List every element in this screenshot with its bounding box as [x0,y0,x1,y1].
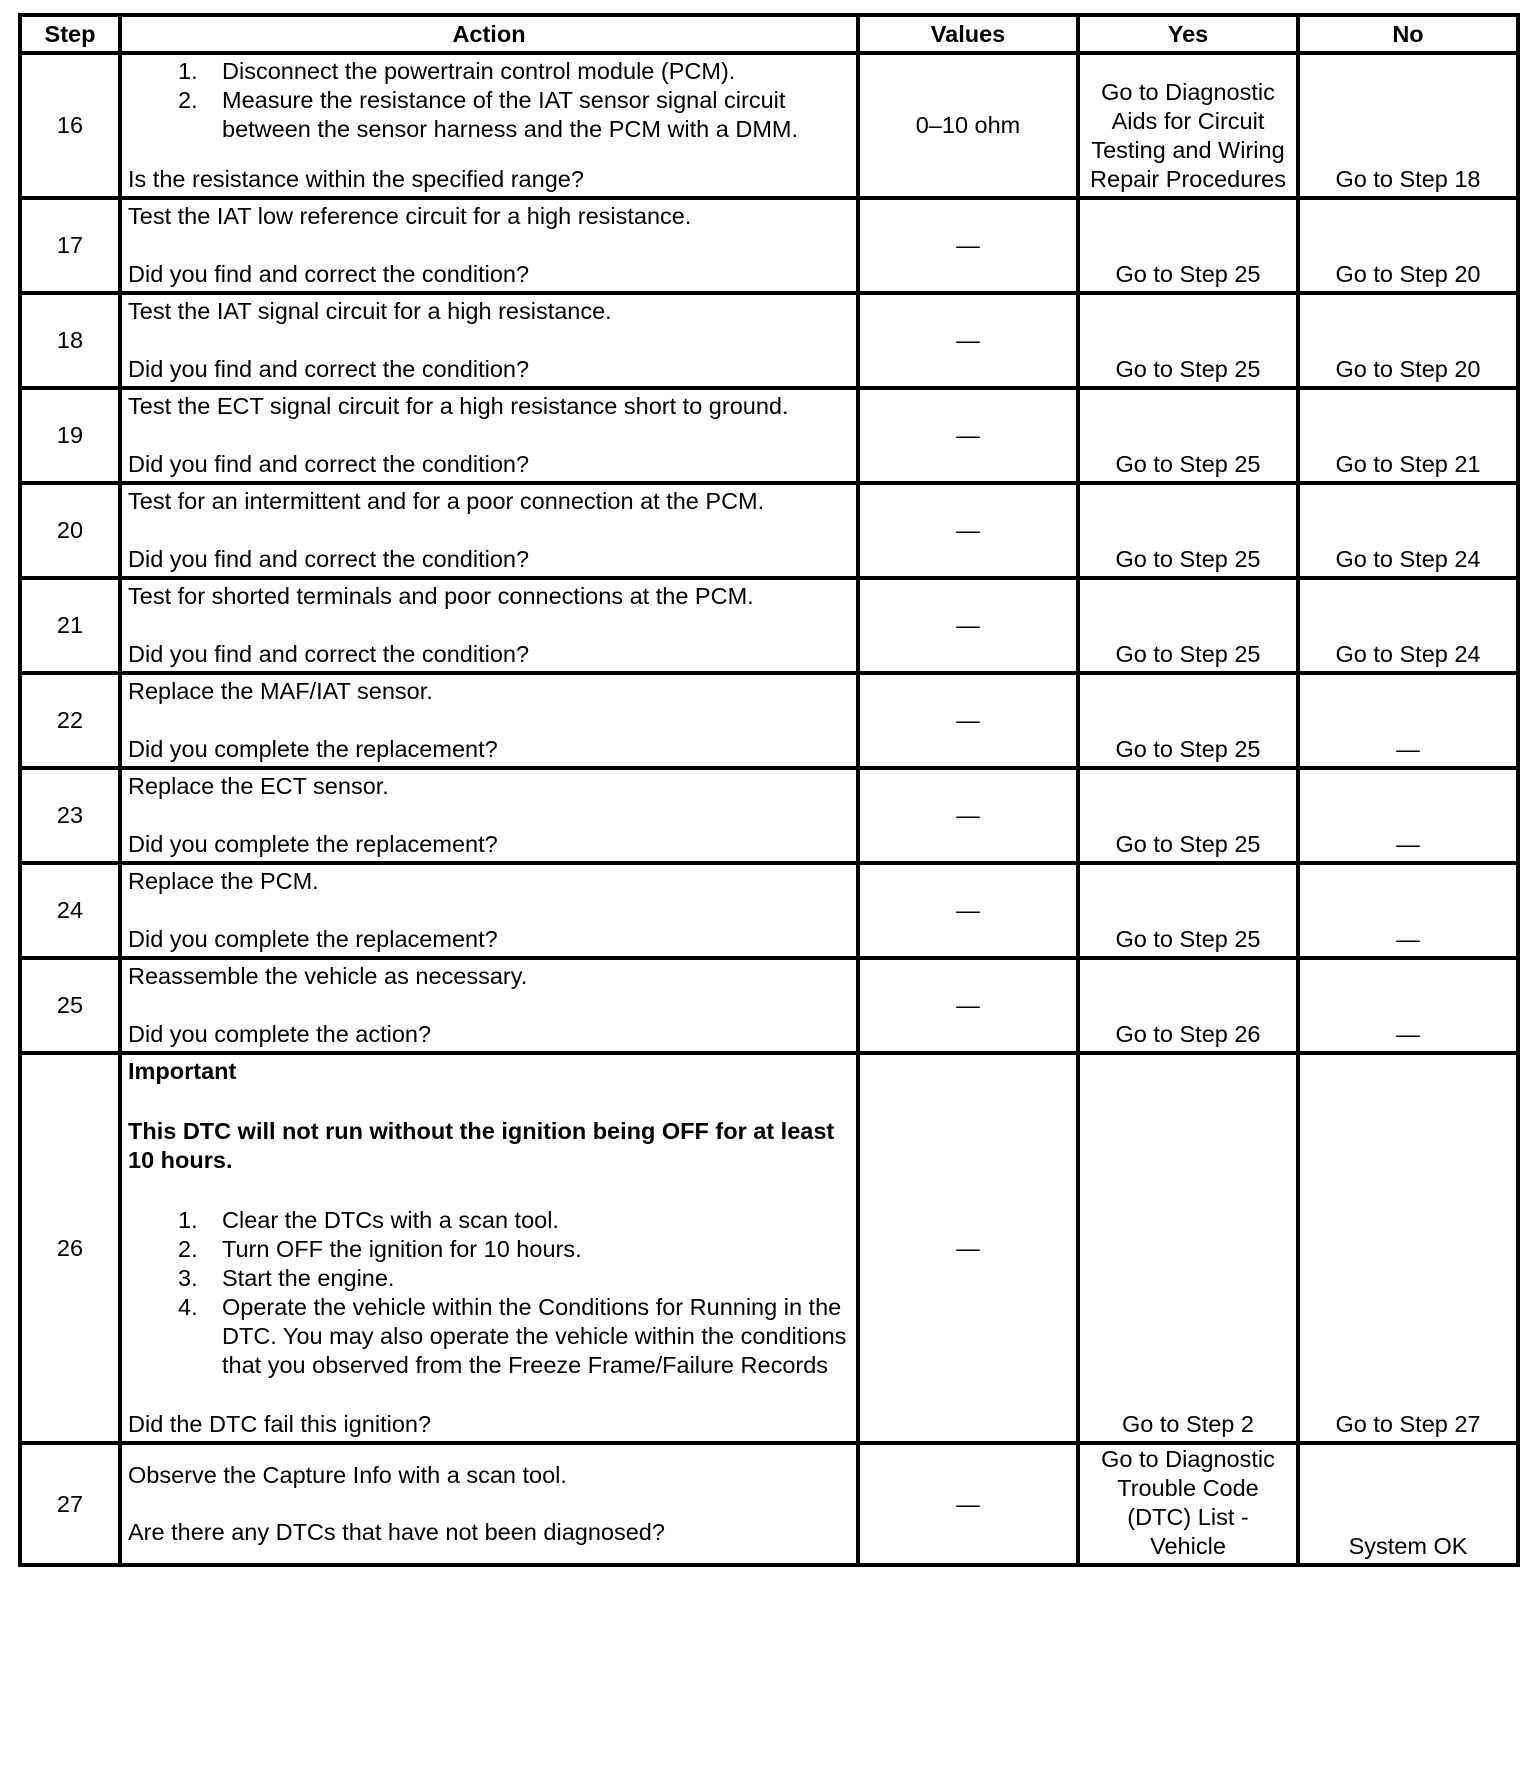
no-cell: — [1298,863,1518,958]
action-text: Test for shorted terminals and poor connections at the PCM. [128,583,754,609]
step-number: 20 [20,483,120,578]
no-cell[interactable]: Go to Step 20 [1298,198,1518,293]
action-cell [120,673,858,768]
table-row [20,958,1518,1053]
action-question: Did you complete the action? [128,1021,432,1047]
yes-cell [1078,1443,1298,1565]
no-cell[interactable]: Go to Step 24 [1298,578,1518,673]
values-cell: — [858,198,1078,293]
action-cell [120,388,858,483]
action-text: Test the IAT low reference circuit for a high resistance. [128,203,692,229]
yes-link[interactable]: Go to Diagnostic Aids for Circuit Testing and Wiring Repair Procedures [1090,79,1286,192]
step-number: 24 [20,863,120,958]
yes-cell[interactable]: Go to Step 25 [1078,388,1298,483]
yes-cell[interactable]: Go to Step 25 [1078,293,1298,388]
action-step: 1. Disconnect the powertrain control module (PCM). [178,58,736,84]
step-number: 23 [20,768,120,863]
no-cell: — [1298,768,1518,863]
action-step: 4. Operate the vehicle within the Conditions for Running in the DTC. You may also operate the vehicle within the conditions that you observed from the Freeze Frame/Failure Records [178,1294,847,1378]
yes-cell[interactable]: Go to Step 25 [1078,673,1298,768]
action-step: 1. Clear the DTCs with a scan tool. [178,1207,559,1233]
yes-link[interactable]: Go to Diagnostic Trouble Code (DTC) List - Vehicle [1101,1446,1275,1559]
action-question: Did you find and correct the condition? [128,546,530,572]
header-step: Step [20,15,120,53]
step-number: 25 [20,958,120,1053]
action-text: Replace the ECT sensor. [128,773,389,799]
action-step: 3. Start the engine. [178,1265,395,1291]
no-cell[interactable]: Go to Step 27 [1298,1053,1518,1443]
values-cell: — [858,388,1078,483]
action-cell [120,1053,858,1443]
step-number: 22 [20,673,120,768]
diagnostic-table [18,13,1520,1567]
step-number: 18 [20,293,120,388]
yes-cell[interactable]: Go to Step 2 [1078,1053,1298,1443]
action-question: Are there any DTCs that have not been diagnosed? [128,1519,665,1545]
values-cell: — [858,1443,1078,1565]
values-cell: — [858,768,1078,863]
action-question: Did you complete the replacement? [128,926,498,952]
table-row [20,673,1518,768]
values-cell: — [858,293,1078,388]
action-cell [120,293,858,388]
action-question: Did you find and correct the condition? [128,641,530,667]
header-values: Values [858,15,1078,53]
action-step: 2. Measure the resistance of the IAT sensor signal circuit between the sensor harness and the PCM with a DMM. [178,87,799,142]
action-text: Observe the Capture Info with a scan tool. [128,1462,567,1488]
no-cell[interactable]: Go to Step 21 [1298,388,1518,483]
table-row [20,483,1518,578]
table-row [20,388,1518,483]
action-cell [120,483,858,578]
header-no: No [1298,15,1518,53]
no-cell[interactable]: Go to Step 20 [1298,293,1518,388]
no-cell: — [1298,673,1518,768]
no-cell[interactable]: Go to Step 18 [1298,53,1518,198]
table-row [20,53,1518,198]
table-row [20,1053,1518,1443]
table-row [20,198,1518,293]
step-number: 26 [20,1053,120,1443]
action-cell [120,768,858,863]
header-yes: Yes [1078,15,1298,53]
action-question: Did you complete the replacement? [128,831,498,857]
header-row [20,15,1518,53]
action-question: Did you find and correct the condition? [128,356,530,382]
action-question: Did you find and correct the condition? [128,451,530,477]
table-row [20,768,1518,863]
yes-cell [1078,53,1298,198]
yes-cell[interactable]: Go to Step 25 [1078,198,1298,293]
step-number: 27 [20,1443,120,1565]
action-cell [120,53,858,198]
values-cell: — [858,958,1078,1053]
values-cell: — [858,578,1078,673]
no-cell[interactable]: Go to Step 24 [1298,483,1518,578]
action-question: Did you find and correct the condition? [128,261,530,287]
action-step: 2. Turn OFF the ignition for 10 hours. [178,1236,582,1262]
values-cell: — [858,483,1078,578]
yes-cell[interactable]: Go to Step 25 [1078,768,1298,863]
action-cell [120,958,858,1053]
yes-cell[interactable]: Go to Step 25 [1078,483,1298,578]
no-cell: System OK [1298,1443,1518,1565]
action-cell [120,1443,858,1565]
table-row [20,1443,1518,1565]
no-cell: — [1298,958,1518,1053]
action-question: Is the resistance within the specified range? [128,166,584,192]
action-text: Replace the MAF/IAT sensor. [128,678,433,704]
action-question: Did you complete the replacement? [128,736,498,762]
header-action: Action [120,15,858,53]
step-number: 21 [20,578,120,673]
action-steps [128,57,850,144]
step-number: 16 [20,53,120,198]
values-cell: — [858,863,1078,958]
values-cell: — [858,1053,1078,1443]
values-cell: 0–10 ohm [858,53,1078,198]
action-text: Test for an intermittent and for a poor connection at the PCM. [128,488,765,514]
action-question: Did the DTC fail this ignition? [128,1411,432,1437]
important-text: This DTC will not run without the ignition being OFF for at least 10 hours. [128,1118,835,1173]
table-row [20,578,1518,673]
yes-cell[interactable]: Go to Step 25 [1078,863,1298,958]
action-text: Test the IAT signal circuit for a high resistance. [128,298,612,324]
step-number: 17 [20,198,120,293]
yes-cell[interactable]: Go to Step 25 [1078,578,1298,673]
action-text: Replace the PCM. [128,868,319,894]
table-row [20,293,1518,388]
table-row [20,863,1518,958]
action-cell [120,863,858,958]
action-cell [120,198,858,293]
values-cell: — [858,673,1078,768]
step-number: 19 [20,388,120,483]
important-label: Important [128,1058,237,1084]
action-text: Test the ECT signal circuit for a high resistance short to ground. [128,393,789,419]
yes-cell[interactable]: Go to Step 26 [1078,958,1298,1053]
action-text: Reassemble the vehicle as necessary. [128,963,528,989]
action-steps [128,1206,850,1380]
action-cell [120,578,858,673]
